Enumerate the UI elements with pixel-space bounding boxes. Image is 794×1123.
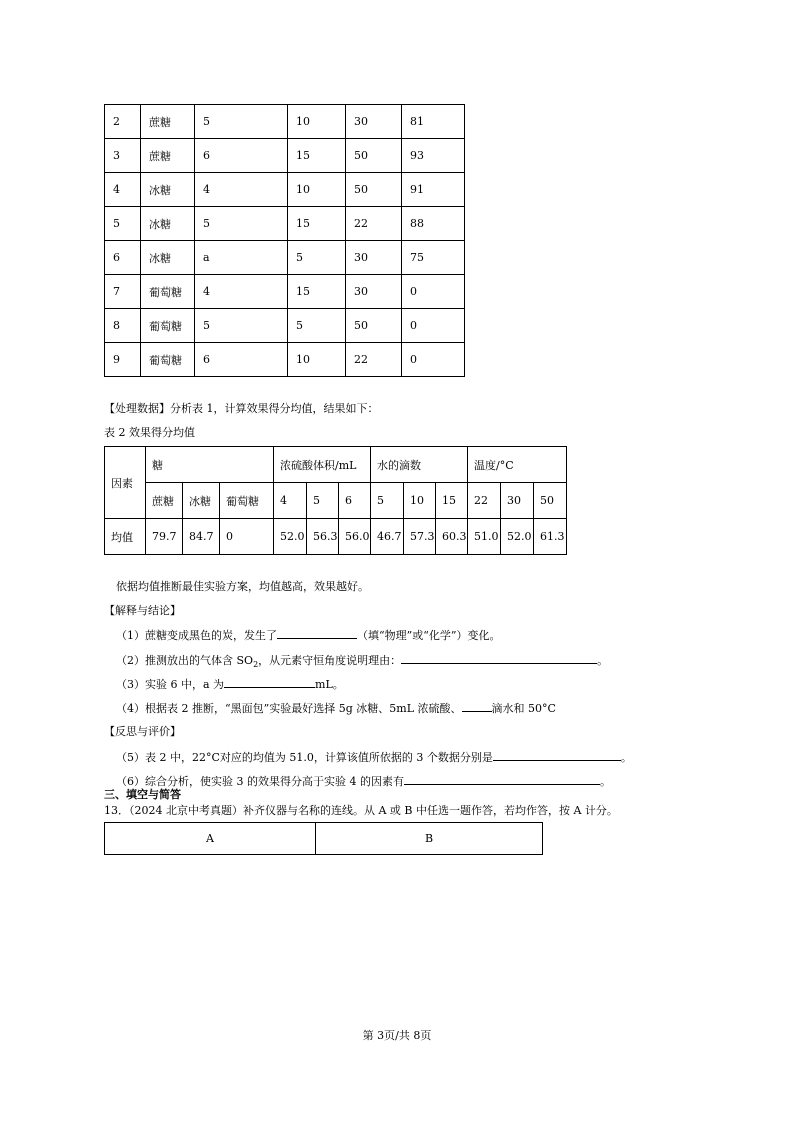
question-3 <box>116 675 344 692</box>
table-row <box>105 241 465 275</box>
table2-caption: 表 2 效果得分均值 <box>104 426 195 439</box>
table-cell: 10 <box>288 343 346 377</box>
table-row <box>105 207 465 241</box>
table-cell: 5 <box>105 207 141 241</box>
mean-cell: 52.0 <box>274 519 307 555</box>
choice-a-header: A <box>105 823 316 855</box>
table-cell: 10 <box>288 173 346 207</box>
question-1 <box>116 626 501 643</box>
table-cell: 50 <box>346 309 402 343</box>
table-cell: 5 <box>195 105 288 139</box>
question-4-text-b: 滴水和 50°C <box>491 702 556 715</box>
table-cell: 50 <box>346 173 402 207</box>
answer-blank-5[interactable] <box>493 748 621 761</box>
table-cell: 9 <box>105 343 141 377</box>
section-reflect-heading: 【反思与评价】 <box>104 725 181 738</box>
subheader-cell: 4 <box>274 483 307 519</box>
table-cell: 冰糖 <box>141 207 195 241</box>
table-cell: 15 <box>288 207 346 241</box>
question-5 <box>116 748 632 765</box>
question-1-text-a: （1）蔗糖变成黑色的炭，发生了 <box>116 629 277 642</box>
table-cell: 7 <box>105 275 141 309</box>
table-cell: 30 <box>346 241 402 275</box>
process-data-intro: 【处理数据】分析表 1，计算效果得分均值，结果如下： <box>104 402 379 415</box>
question-1-text-b: （填“物理”或“化学”）变化。 <box>357 629 501 642</box>
table-row <box>105 275 465 309</box>
table-cell: 5 <box>288 241 346 275</box>
table-cell: 0 <box>402 275 465 309</box>
table-row <box>105 173 465 207</box>
table-cell: 5 <box>195 207 288 241</box>
table-cell: 蔗糖 <box>141 105 195 139</box>
question-3-text-a: （3）实验 6 中，a 为 <box>116 678 225 691</box>
table-cell: 蔗糖 <box>141 139 195 173</box>
choice-b-header: B <box>316 823 543 855</box>
subheader-cell: 5 <box>307 483 339 519</box>
mean-cell: 46.7 <box>371 519 404 555</box>
mean-cell: 79.7 <box>146 519 183 555</box>
experiment-table <box>104 104 465 377</box>
group-header-water-drops: 水的滴数 <box>371 447 468 483</box>
table-cell: 30 <box>346 105 402 139</box>
table-cell: 0 <box>402 343 465 377</box>
table-cell: 4 <box>195 275 288 309</box>
table-cell: 88 <box>402 207 465 241</box>
table-cell: 4 <box>105 173 141 207</box>
section-explain-heading: 【解释与结论】 <box>104 604 181 617</box>
subheader-cell: 10 <box>404 483 436 519</box>
question-4 <box>116 699 556 716</box>
table-cell: 6 <box>195 343 288 377</box>
answer-blank-1[interactable] <box>277 626 357 639</box>
table-cell: 6 <box>195 139 288 173</box>
subheader-cell: 冰糖 <box>183 483 220 519</box>
mean-cell: 56.3 <box>307 519 339 555</box>
question-2-subscript: 2 <box>253 660 259 670</box>
table-cell: 15 <box>288 275 346 309</box>
table-cell: 22 <box>346 343 402 377</box>
table-cell: 葡萄糖 <box>141 343 195 377</box>
question-6-text-b: 。 <box>599 775 611 788</box>
answer-blank-2[interactable] <box>401 651 597 664</box>
question-2-text-b: ，从元素守恒角度说明理由： <box>258 654 402 667</box>
table-cell: 91 <box>402 173 465 207</box>
question-2-text-c: 。 <box>597 654 609 667</box>
table-cell: 葡萄糖 <box>141 309 195 343</box>
table-cell: 81 <box>402 105 465 139</box>
mean-cell: 56.0 <box>339 519 371 555</box>
table-cell: 10 <box>288 105 346 139</box>
mean-cell: 0 <box>220 519 274 555</box>
question-13: 13．（2024 北京中考真题）补齐仪器与名称的连线。从 A 或 B 中任选一题作答，若均作答，按 A 计分。 <box>104 804 618 817</box>
table-cell: 葡萄糖 <box>141 275 195 309</box>
mean-score-table <box>104 446 567 555</box>
section-3-heading: 三、填空与简答 <box>104 788 181 801</box>
question-5-text-a: （5）表 2 中，22°C对应的均值为 51.0，计算该值所依据的 3 个数据分别是 <box>116 751 493 764</box>
table-cell: 冰糖 <box>141 173 195 207</box>
table-cell: 30 <box>346 275 402 309</box>
mean-cell: 52.0 <box>501 519 534 555</box>
table-cell: 5 <box>288 309 346 343</box>
question-3-text-b: mL。 <box>315 678 344 691</box>
table-cell: 50 <box>346 139 402 173</box>
table-cell: 4 <box>195 173 288 207</box>
subheader-cell: 15 <box>436 483 468 519</box>
subheader-cell: 6 <box>339 483 371 519</box>
question-2-text-a: （2）推测放出的气体含 SO <box>116 654 254 667</box>
table-row <box>105 343 465 377</box>
table-cell: 0 <box>402 309 465 343</box>
table-cell: 6 <box>105 241 141 275</box>
subheader-cell: 葡萄糖 <box>220 483 274 519</box>
table-cell: 冰糖 <box>141 241 195 275</box>
mean-cell: 84.7 <box>183 519 220 555</box>
mean-cell: 60.3 <box>436 519 468 555</box>
table-cell: 2 <box>105 105 141 139</box>
mean-cell: 57.3 <box>404 519 436 555</box>
question-4-text-a: （4）根据表 2 推断，“黑面包”实验最好选择 5g 冰糖、5mL 浓硫酸、 <box>116 702 462 715</box>
page-footer: 第 3页/共 8页 <box>362 1029 432 1042</box>
answer-blank-6[interactable] <box>404 772 600 785</box>
question-6-text-a: （6）综合分析，使实验 3 的效果得分高于实验 4 的因素有 <box>116 775 404 788</box>
table-cell: a <box>195 241 288 275</box>
mean-cell: 61.3 <box>534 519 567 555</box>
subheader-cell: 5 <box>371 483 404 519</box>
question-5-text-b: 。 <box>620 751 632 764</box>
table-cell: 8 <box>105 309 141 343</box>
factor-header: 因素 <box>105 447 146 519</box>
table-cell: 5 <box>195 309 288 343</box>
mean-cell: 51.0 <box>468 519 501 555</box>
group-header-acid-volume: 浓硫酸体积/mL <box>274 447 371 483</box>
answer-blank-3[interactable] <box>224 675 315 688</box>
inference-note: 依据均值推断最佳实验方案，均值越高，效果越好。 <box>116 580 369 593</box>
table-cell: 75 <box>402 241 465 275</box>
table-row <box>105 139 465 173</box>
table-row <box>105 309 465 343</box>
subheader-cell: 30 <box>501 483 534 519</box>
table-cell: 22 <box>346 207 402 241</box>
group-header-sugar: 糖 <box>146 447 274 483</box>
table-cell: 15 <box>288 139 346 173</box>
question-2 <box>116 651 608 669</box>
mean-row-label: 均值 <box>105 519 146 555</box>
question-6 <box>116 772 611 789</box>
subheader-cell: 22 <box>468 483 501 519</box>
subheader-cell: 50 <box>534 483 567 519</box>
group-header-temperature: 温度/°C <box>468 447 567 483</box>
table-cell: 93 <box>402 139 465 173</box>
choice-table <box>104 822 543 855</box>
subheader-cell: 蔗糖 <box>146 483 183 519</box>
table-cell: 3 <box>105 139 141 173</box>
answer-blank-4[interactable] <box>462 699 492 712</box>
table-row <box>105 105 465 139</box>
